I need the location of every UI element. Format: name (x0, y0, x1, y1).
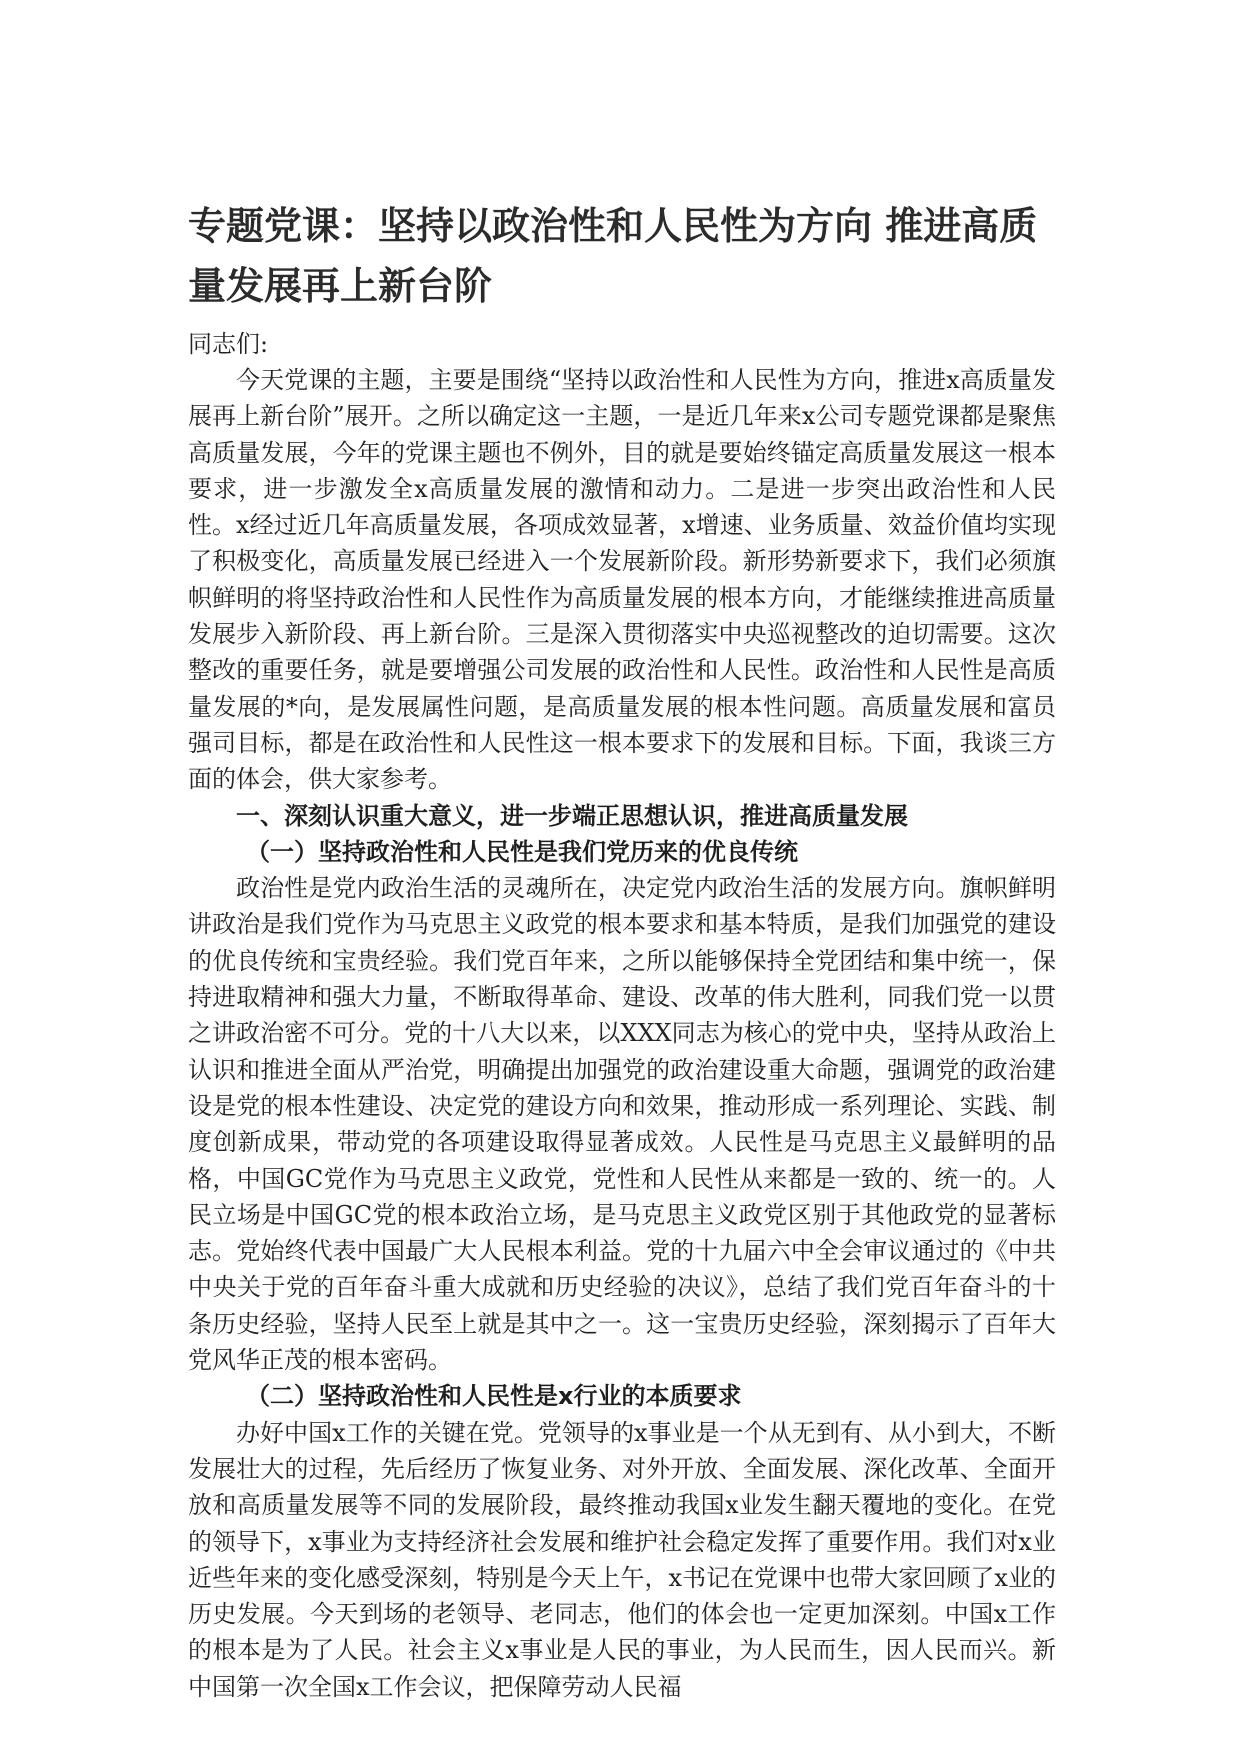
intro-paragraph: 今天党课的主题，主要是围绕“坚持以政治性和人民性为方向，推进x高质量发展再上新台阶”展开。之所以确定这一主题，一是近几年来x公司专题党课都是聚焦高质量发展，今年的党课主题也不例外，目的就是要始终锚定高质量发展这一根本要求，进一步激发全x高质量发展的激情和动力。二是进一步突出政治性和人民性。x经过近几年高质量发展，各项成效显著，x增速、业务质量、效益价值均实现了积极变化，高质量发展已经进入一个发展新阶段。新形势新要求下，我们必须旗帜鲜明的将坚持政治性和人民性作为高质量发展的根本方向，才能继续推进高质量发展步入新阶段、再上新台阶。三是深入贯彻落实中央巡视整改的迫切需要。这次整改的重要任务，就是要增强公司发展的政治性和人民性。政治性和人民性是高质量发展的*向，是发展属性问题，是高质量发展的根本性问题。高质量发展和富员强司目标，都是在政治性和人民性这一根本要求下的发展和目标。下面，我谈三方面的体会，供大家参考。 (188, 366, 1056, 794)
subsection-1-heading: （一）坚持政治性和人民性是我们党历来的优良传统 (246, 837, 798, 866)
subsection-2-heading: （二）坚持政治性和人民性是x行业的本质要求 (246, 1382, 742, 1411)
subsection-2-paragraph: 办好中国x工作的关键在党。党领导的x事业是一个从无到有、从小到大，不断发展壮大的过程，先后经历了恢复业务、对外开放、全面发展、深化改革、全面开放和高质量发展等不同的发展阶段，最终推动我国x业发生翻天覆地的变化。在党的领导下，x事业为支持经济社会发展和维护社会稳定发挥了重要作用。我们对x业近些年来的变化感受深刻，特别是今天上午，x书记在党课中也带大家回顾了x业的历史发展。今天到场的老领导、老同志，他们的体会也一定更加深刻。中国x工作的根本是为了人民。社会主义x事业是人民的事业，为人民而生，因人民而兴。新中国第一次全国x工作会议，把保障劳动人民福 (188, 1418, 1056, 1701)
subsection-1-paragraph: 政治性是党内政治生活的灵魂所在，决定党内政治生活的发展方向。旗帜鲜明讲政治是我们党作为马克思主义政党的根本要求和基本特质，是我们加强党的建设的优良传统和宝贵经验。我们党百年来，之所以能够保持全党团结和集中统一，保持进取精神和强大力量，不断取得革命、建设、改革的伟大胜利，同我们党一以贯之讲政治密不可分。党的十八大以来，以XXX同志为核心的党中央，坚持从政治上认识和推进全面从严治党，明确提出加强党的政治建设重大命题，强调党的政治建设是党的根本性建设、决定党的建设方向和效果，推动形成一系列理论、实践、制度创新成果，带动党的各项建设取得显著成效。人民性是马克思主义最鲜明的品格，中国GC党作为马克思主义政党，党性和人民性从来都是一致的、统一的。人民立场是中国GC党的根本政治立场，是马克思主义政党区别于其他政党的显著标志。党始终代表中国最广大人民根本利益。党的十九届六中全会审议通过的《中共中央关于党的百年奋斗重大成就和历史经验的决议》，总结了我们党百年奋斗的十条历史经验，坚持人民至上就是其中之一。这一宝贵历史经验，深刻揭示了百年大党风华正茂的根本密码。 (188, 874, 1056, 1375)
section-1-heading: 一、深刻认识重大意义，进一步端正思想认识，推进高质量发展 (236, 801, 908, 830)
document-body (188, 196, 1056, 1705)
document-title: 专题党课：坚持以政治性和人民性为方向 推进高质量发展再上新台阶 (188, 204, 1038, 308)
salutation: 同志们: (188, 330, 269, 358)
